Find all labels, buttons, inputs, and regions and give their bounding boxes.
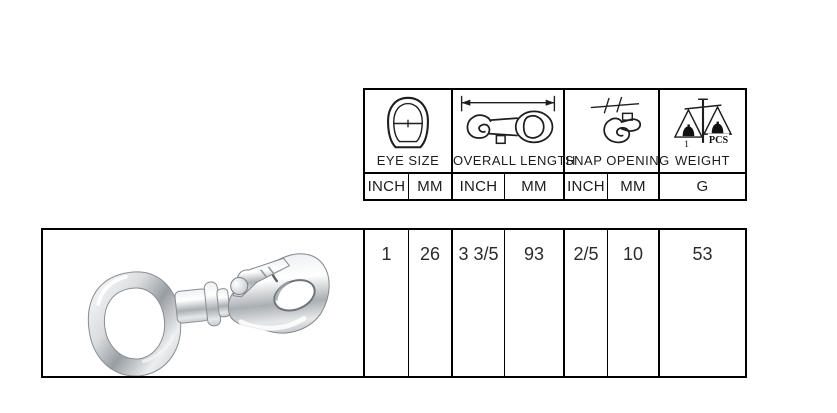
- section-snap-opening: [565, 90, 670, 172]
- weight-icon: [660, 90, 745, 153]
- header-units-row: [365, 174, 745, 199]
- value-overall-inch: 3 3/5: [453, 230, 505, 376]
- value-eye-inch: 1: [365, 230, 409, 376]
- overall-length-icon: [453, 90, 563, 153]
- section-label: OVERALL LENGTH: [453, 153, 576, 168]
- section-eye-size: [365, 90, 453, 172]
- value-eye-mm: 26: [409, 230, 453, 376]
- spec-header-table: [363, 88, 747, 201]
- weight-icon-right-label: PCS: [708, 134, 728, 146]
- snap-opening-icon: [565, 90, 658, 153]
- unit-snap-inch: INCH: [565, 174, 608, 199]
- section-weight: [660, 90, 745, 172]
- section-label: EYE SIZE: [376, 153, 440, 168]
- value-weight-g: 53: [692, 244, 713, 264]
- unit-eye-inch: INCH: [365, 174, 409, 199]
- value-snap-mm: 10: [608, 230, 660, 376]
- unit-overall-inch: INCH: [453, 174, 505, 199]
- product-photo-swivel-snap-hook-icon: [43, 230, 361, 376]
- unit-overall-mm: MM: [505, 174, 565, 199]
- header-icon-row: [365, 90, 745, 174]
- spec-data-table: [41, 228, 747, 378]
- unit-eye-mm: MM: [409, 174, 453, 199]
- value-overall-mm: 93: [505, 230, 565, 376]
- product-image-cell: [43, 230, 365, 376]
- value-snap-inch: 2/5: [565, 230, 608, 376]
- unit-snap-mm: MM: [608, 174, 660, 199]
- unit-weight-g: G: [696, 178, 709, 195]
- section-overall-length: [453, 90, 576, 172]
- section-label: SNAP OPENING: [565, 153, 670, 168]
- weight-icon-left-label: 1: [683, 138, 689, 150]
- section-label: WEIGHT: [675, 153, 730, 168]
- eye-size-icon: [365, 90, 451, 153]
